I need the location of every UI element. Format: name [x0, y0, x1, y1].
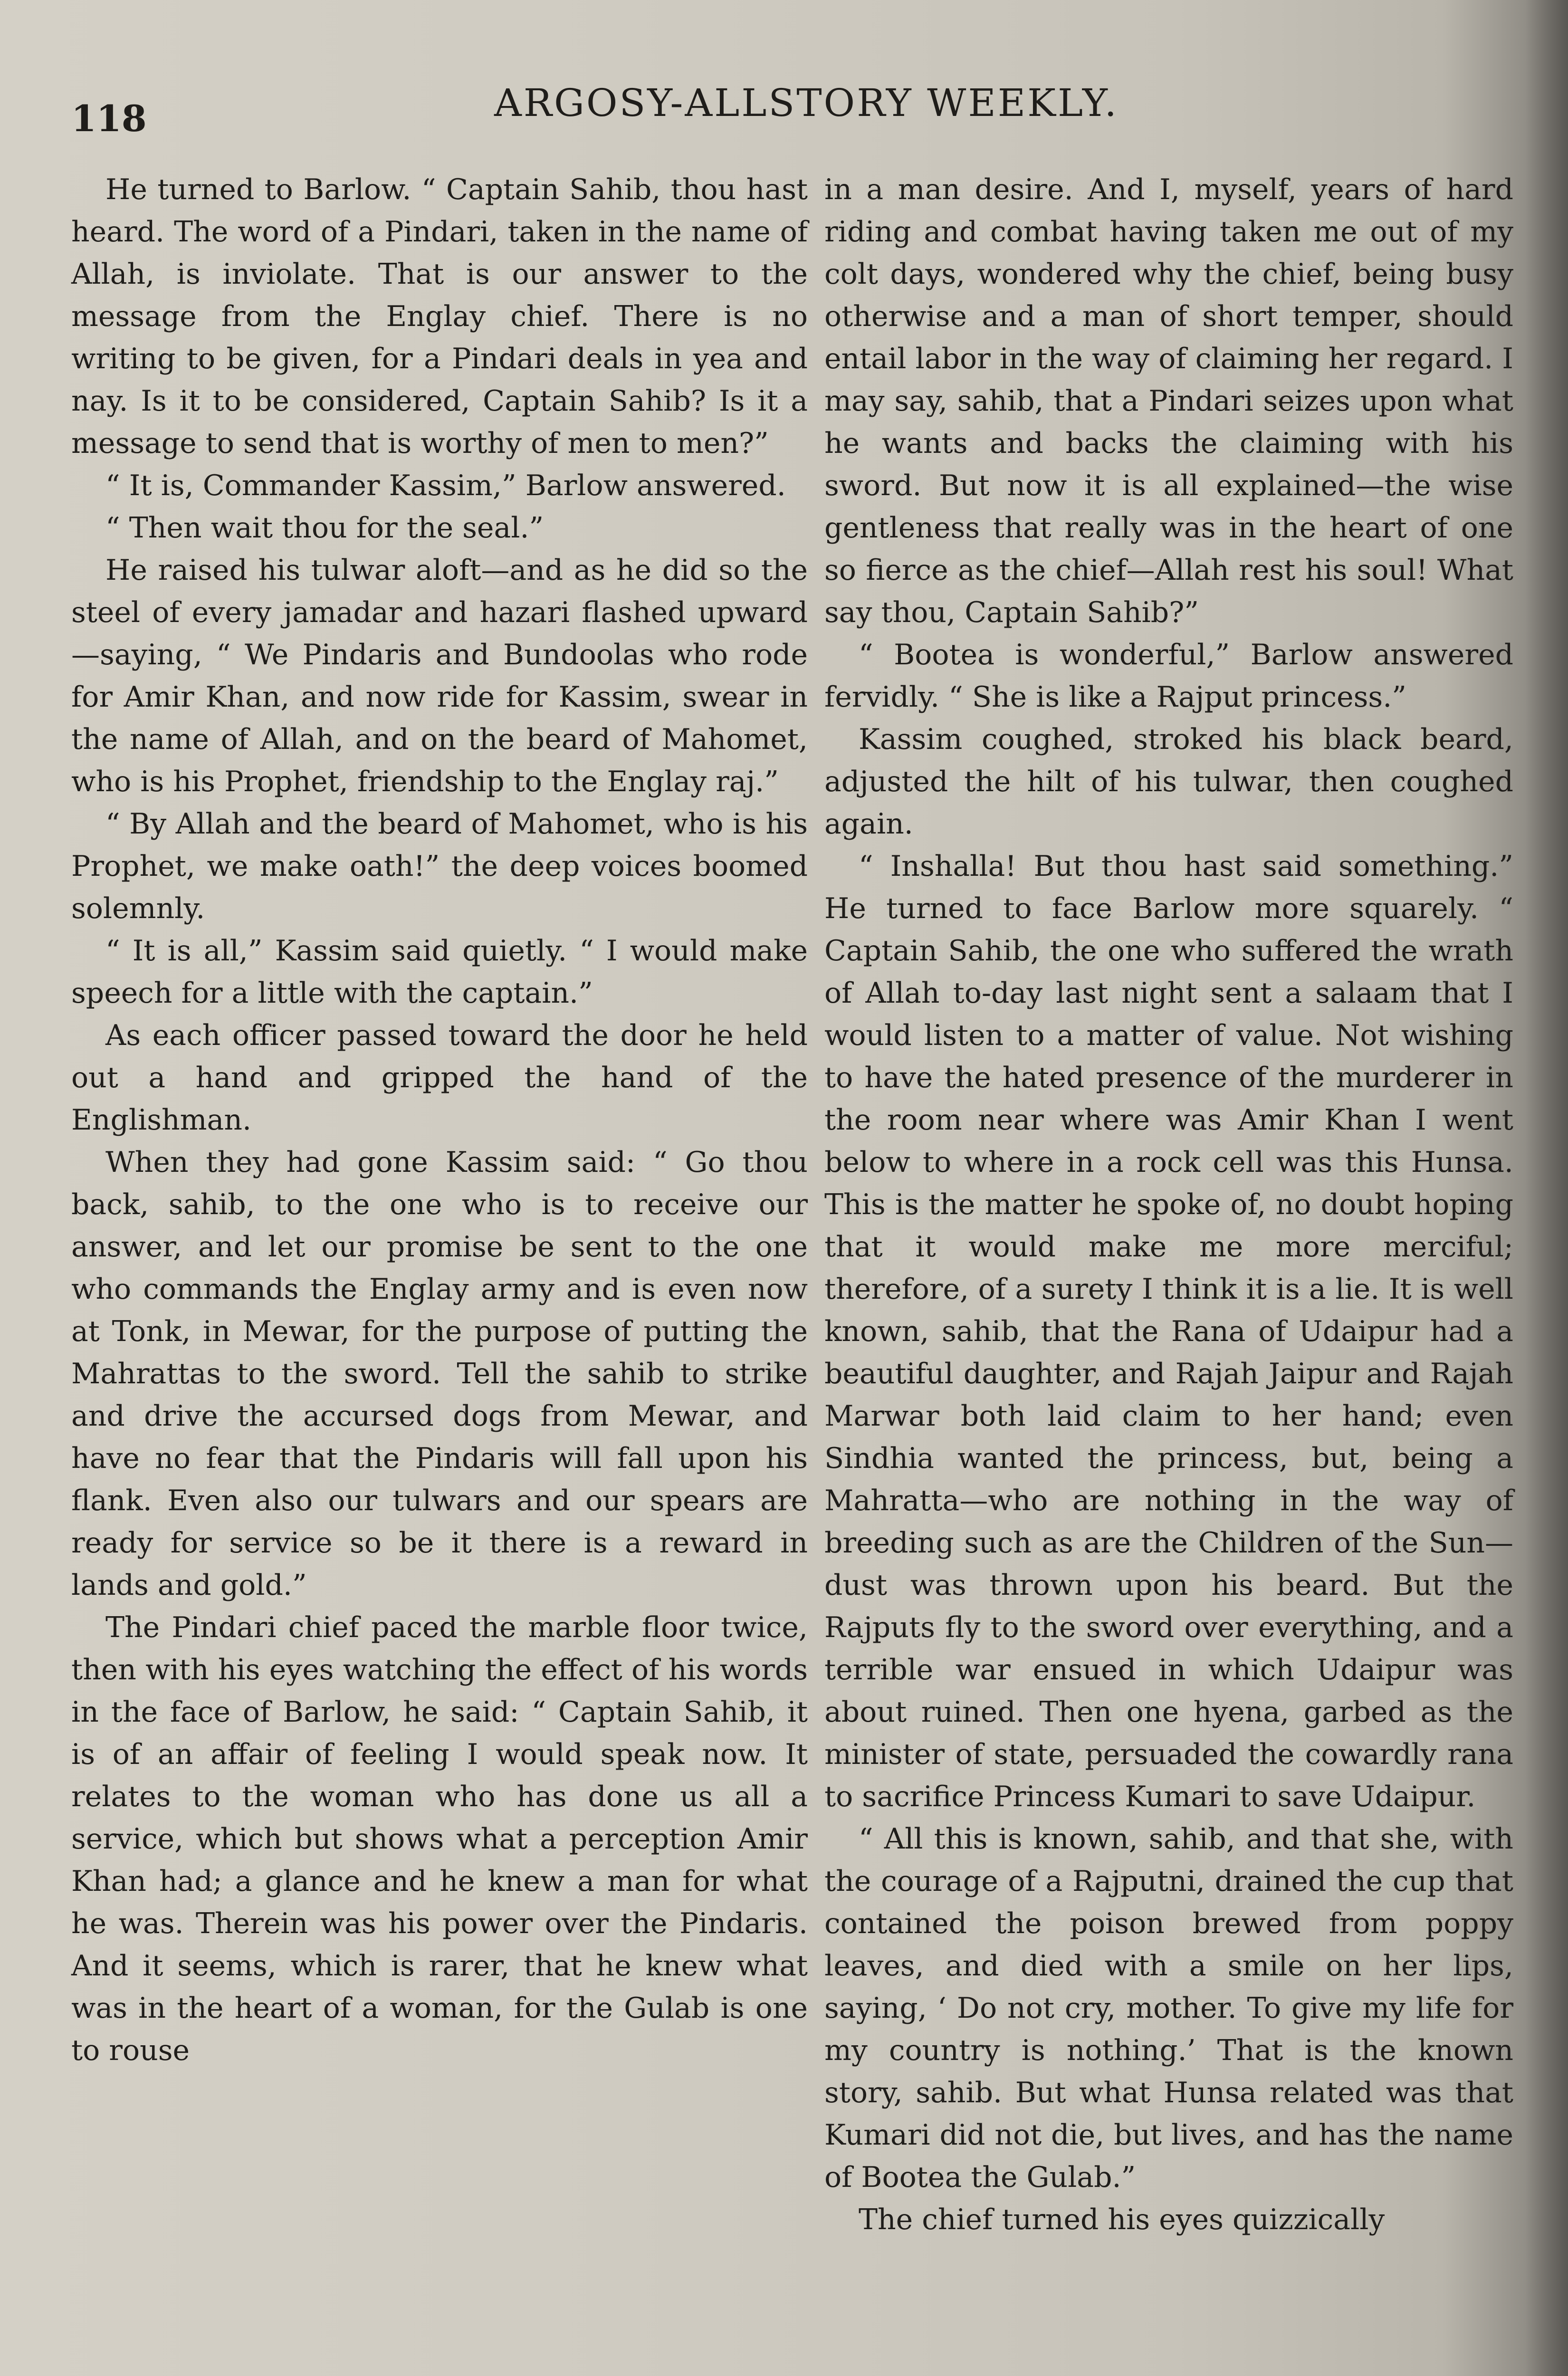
- paragraph: “ By Allah and the beard of Mahomet, who is his Prophet, we make oath!” the deep voices boomed solemnly.: [71, 807, 808, 925]
- paragraph: When they had gone Kassim said: “ Go thou back, sahib, to the one who is to receive our answer, and let our promise be sent to the one who commands the Englay army and is even now at Tonk, in Mewar, for the purpose of putting the Mahrattas to the sword. Tell the sahib to strike and drive the accursed dogs from Mewar, and have no fear that the Pindaris will fall upon his flank. Even also our tulwars and our spears are ready for service so be it there is a reward in lands and gold.”: [71, 1146, 808, 1602]
- paragraph: “ Bootea is wonderful,” Barlow answered fervidly. “ She is like a Rajput princess.”: [824, 638, 1513, 714]
- paragraph: The Pindari chief paced the marble floor twice, then with his eyes watching the effect of his words in the face of Barlow, he said: “ Captain Sahib, it is of an affair of feeling I would speak now. It relates to the woman who has done us all a service, which but shows what a perception Amir Khan had; a glance and he knew a man for what he was. Therein was his power over the Pindaris. And it seems, which is rarer, that he knew what was in the heart of a woman, for the Gulab is one to rouse: [71, 1611, 808, 2067]
- paragraph: The chief turned his eyes quizzically: [859, 2203, 1385, 2236]
- paragraph: “ Then wait thou for the seal.”: [105, 511, 544, 545]
- paragraph: “ All this is known, sahib, and that she, with the courage of a Rajputni, drained the cup that contained the poison brewed from poppy leaves, and died with a smile on her lips, saying, ‘ Do not cry, mother. To give my life for my country is nothing.’ That is the known story, sahib. But what Hunsa related was that Kumari did not die, but lives, and has the name of Bootea the Gulab.”: [824, 1822, 1513, 2194]
- paragraph: “ It is all,” Kassim said quietly. “ I would make speech for a little with the captain.”: [71, 934, 808, 1010]
- paragraph: “ Inshalla! But thou hast said something.” He turned to face Barlow more squarely. “ Captain Sahib, the one who suffered the wrath of Allah to-day last night sent a salaam that I would listen to a matter of value. Not wishing to have the hated presence of the murderer in the room near where was Amir Khan I went below to where in a rock cell was this Hunsa. This is the matter he spoke of, no doubt hoping that it would make me more merciful; therefore, of a surety I think it is a lie. It is well known, sahib, that the Rana of Udaipur had a beautiful daughter, and Rajah Jaipur and Rajah Marwar both laid claim to her hand; even Sindhia wanted the princess, but, being a Mahratta—who are nothing in the way of breeding such as are the Children of the Sun—dust was thrown upon his beard. But the Rajputs fly to the sword over everything, and a terrible war ensued in which Udaipur was about ruined. Then one hyena, garbed as the minister of state, persuaded the cowardly rana to sacrifice Princess Kumari to save Udaipur.: [824, 850, 1513, 1813]
- right-column: [824, 169, 1513, 2241]
- paragraph: As each officer passed toward the door he held out a hand and gripped the hand of the Englishman.: [71, 1019, 808, 1137]
- page-header: [71, 81, 1520, 140]
- page-edge-shadow: [1525, 0, 1568, 2376]
- paragraph: “ It is, Commander Kassim,” Barlow answered.: [105, 469, 786, 502]
- page-number: 118: [71, 97, 147, 140]
- paragraph-continued: in a man desire. And I, myself, years of hard riding and combat having taken me out of my colt days, wondered why the chief, being busy otherwise and a man of short temper, should entail labor in the way of claiming her regard. I may say, sahib, that a Pindari seizes upon what he wants and backs the claiming with his sword. But now it is all explained—the wise gentleness that really was in the heart of one so fierce as the chief—Allah rest his soul! What say thou, Captain Sahib?”: [824, 173, 1513, 629]
- paragraph: He turned to Barlow. “ Captain Sahib, thou hast heard. The word of a Pindari, taken in the name of Allah, is inviolate. That is our answer to the message from the Englay chief. There is no writing to be given, for a Pindari deals in yea and nay. Is it to be considered, Captain Sahib? Is it a message to send that is worthy of men to men?”: [71, 173, 808, 460]
- left-column: [71, 169, 808, 2072]
- paragraph: Kassim coughed, stroked his black beard, adjusted the hilt of his tulwar, then coughed again.: [824, 723, 1513, 841]
- running-title: ARGOSY-ALLSTORY WEEKLY.: [494, 81, 1119, 125]
- paragraph: He raised his tulwar aloft—and as he did so the steel of every jamadar and hazari flashed upward—saying, “ We Pindaris and Bundoolas who rode for Amir Khan, and now ride for Kassim, swear in the name of Allah, and on the beard of Mahomet, who is his Prophet, friendship to the Englay raj.”: [71, 554, 808, 798]
